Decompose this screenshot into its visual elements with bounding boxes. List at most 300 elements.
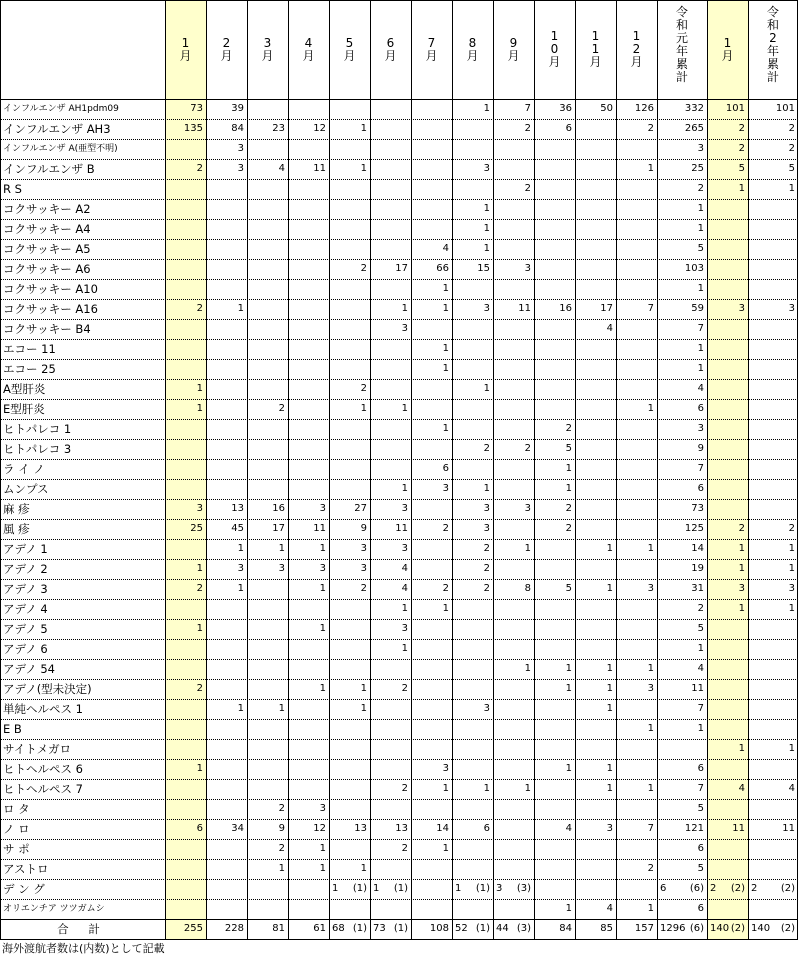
cell-value: 1 <box>647 783 654 794</box>
cell-overseas-count: (2) <box>730 883 745 894</box>
cell-value: 126 <box>634 103 654 114</box>
cell-value: 3 <box>442 483 449 494</box>
cell-value: 45 <box>231 523 244 534</box>
column-header <box>411 0 452 99</box>
cell-count: 2 <box>751 883 758 894</box>
cell-value: 1 <box>697 283 704 294</box>
cell-value: 11 <box>395 523 408 534</box>
cell-value: 3 <box>360 563 367 574</box>
cell-value: 85 <box>600 923 613 934</box>
column-header <box>370 0 411 99</box>
row-divider <box>0 339 798 340</box>
column-divider <box>288 0 289 939</box>
cell-value: 2 <box>524 183 531 194</box>
cell-value: 1 <box>442 303 449 314</box>
cell-value: 1 <box>401 603 408 614</box>
row-divider <box>0 739 798 740</box>
cell-value: 1 <box>606 703 613 714</box>
cell-value: 2 <box>565 503 572 514</box>
row-label: アデノ 4 <box>3 602 48 616</box>
cell-value: 15 <box>477 263 490 274</box>
row-divider <box>0 859 798 860</box>
cell-value <box>329 919 370 939</box>
row-label: コクサッキー A16 <box>3 302 98 316</box>
column-header <box>206 0 247 99</box>
cell-value: 2 <box>483 543 490 554</box>
cell-value: 13 <box>231 503 244 514</box>
row-label: 麻 疹 <box>3 502 30 516</box>
cell-value: 1 <box>788 603 795 614</box>
column-header-label: 令和元年累計 <box>675 5 688 84</box>
cell-value: 1 <box>647 723 654 734</box>
row-label: インフルエンザ AH1pdm09 <box>3 104 119 114</box>
cell-value: 4 <box>697 383 704 394</box>
row-label: アデノ 5 <box>3 622 48 636</box>
column-header-label: 令和2年累計 <box>766 5 779 84</box>
cell-value: 1 <box>524 543 531 554</box>
cell-value: 1 <box>319 843 326 854</box>
row-divider <box>0 579 798 580</box>
cell-value: 7 <box>697 463 704 474</box>
cell-value <box>707 919 748 939</box>
column-divider <box>657 0 658 939</box>
cell-value: 1 <box>606 683 613 694</box>
cell-value: 1 <box>196 403 203 414</box>
row-divider <box>0 639 798 640</box>
column-header-label: 2月 <box>220 35 233 63</box>
cell-value: 34 <box>231 823 244 834</box>
column-header-label: 10月 <box>548 29 561 69</box>
row-label: アデノ 54 <box>3 662 55 676</box>
cell-value: 2 <box>565 523 572 534</box>
cell-overseas-count: (6) <box>689 923 704 934</box>
row-label: エコー 25 <box>3 362 56 376</box>
cell-overseas-count: (1) <box>475 883 490 894</box>
cell-value: 1 <box>483 383 490 394</box>
cell-value: 1 <box>647 163 654 174</box>
cell-value: 3 <box>237 563 244 574</box>
cell-value: 6 <box>442 463 449 474</box>
row-divider <box>0 699 798 700</box>
cell-value <box>748 919 798 939</box>
cell-value: 2 <box>697 603 704 614</box>
cell-value: 1 <box>237 303 244 314</box>
row-label: ヒトパレコ 1 <box>3 422 72 436</box>
cell-value: 17 <box>395 263 408 274</box>
cell-value: 1 <box>738 743 745 754</box>
row-divider <box>0 879 798 880</box>
cell-value: 5 <box>565 583 572 594</box>
cell-value: 4 <box>788 783 795 794</box>
column-header-label: 7月 <box>425 35 438 63</box>
cell-value: 1 <box>565 763 572 774</box>
cell-value: 1 <box>442 423 449 434</box>
cell-value: 1 <box>647 403 654 414</box>
cell-value <box>329 879 370 899</box>
row-label: ラ イ ノ <box>3 462 45 476</box>
cell-value: 36 <box>559 103 572 114</box>
cell-value: 6 <box>697 843 704 854</box>
row-label: 風 疹 <box>3 522 30 536</box>
cell-value: 73 <box>691 503 704 514</box>
cell-value: 2 <box>647 863 654 874</box>
row-divider <box>0 419 798 420</box>
cell-count: 52 <box>455 923 468 934</box>
cell-value: 1 <box>647 543 654 554</box>
column-divider <box>452 0 453 939</box>
column-header <box>493 0 534 99</box>
cell-value: 3 <box>483 703 490 714</box>
cell-value: 1 <box>360 163 367 174</box>
cell-value: 9 <box>360 523 367 534</box>
cell-overseas-count: (2) <box>780 923 795 934</box>
row-divider <box>0 119 798 120</box>
column-header-label: 4月 <box>302 35 315 63</box>
column-divider <box>493 0 494 939</box>
cell-value: 1 <box>278 703 285 714</box>
cell-value: 2 <box>360 263 367 274</box>
column-header <box>575 0 616 99</box>
column-header <box>616 0 657 99</box>
cell-value: 1 <box>483 203 490 214</box>
row-divider <box>0 99 798 100</box>
row-divider <box>0 499 798 500</box>
cell-value: 59 <box>691 303 704 314</box>
cell-value: 6 <box>697 763 704 774</box>
cell-value: 31 <box>691 583 704 594</box>
row-divider <box>0 719 798 720</box>
column-header <box>329 0 370 99</box>
cell-value: 2 <box>401 783 408 794</box>
cell-value <box>493 879 534 899</box>
row-label: アデノ(型未決定) <box>3 682 92 696</box>
cell-value: 3 <box>401 503 408 514</box>
cell-value: 2 <box>738 523 745 534</box>
cell-overseas-count: (2) <box>780 883 795 894</box>
cell-value: 7 <box>697 323 704 334</box>
row-label: コクサッキー A5 <box>3 242 91 256</box>
row-divider <box>0 219 798 220</box>
cell-value: 3 <box>360 543 367 554</box>
row-label: ヒトヘルペス 7 <box>3 782 83 796</box>
cell-value: 16 <box>559 303 572 314</box>
cell-value: 1 <box>442 283 449 294</box>
cell-value: 3 <box>483 303 490 314</box>
cell-value: 1 <box>483 243 490 254</box>
cell-value: 1 <box>697 203 704 214</box>
cell-value: 2 <box>697 183 704 194</box>
cell-value: 1 <box>319 863 326 874</box>
cell-value: 1 <box>442 343 449 354</box>
cell-count: 140 <box>751 923 771 934</box>
cell-value: 1 <box>524 783 531 794</box>
cell-value: 121 <box>684 823 704 834</box>
cell-value: 1 <box>647 663 654 674</box>
row-label: ヒトパレコ 3 <box>3 442 72 456</box>
column-divider <box>165 0 166 939</box>
cell-value: 1 <box>606 583 613 594</box>
cell-value: 1 <box>360 123 367 134</box>
cell-value: 1 <box>697 363 704 374</box>
cell-value: 4 <box>606 903 613 914</box>
row-divider <box>0 459 798 460</box>
cell-value: 1 <box>401 303 408 314</box>
cell-value: 2 <box>278 403 285 414</box>
column-header-label: 8月 <box>466 35 479 63</box>
row-divider <box>0 919 798 920</box>
cell-value: 84 <box>559 923 572 934</box>
cell-value: 157 <box>634 923 654 934</box>
row-label: サ ポ <box>3 842 30 856</box>
cell-value: 7 <box>647 823 654 834</box>
cell-value: 3 <box>401 543 408 554</box>
column-divider <box>247 0 248 939</box>
cell-value: 7 <box>697 783 704 794</box>
cell-value: 1 <box>360 703 367 714</box>
row-label: アデノ 2 <box>3 562 48 576</box>
cell-value: 5 <box>697 243 704 254</box>
cell-value: 3 <box>319 563 326 574</box>
cell-overseas-count: (3) <box>516 883 531 894</box>
cell-value: 1 <box>442 843 449 854</box>
cell-value: 2 <box>788 123 795 134</box>
cell-count: 2 <box>710 883 717 894</box>
cell-value: 19 <box>691 563 704 574</box>
column-divider <box>707 0 708 939</box>
row-label: エコー 11 <box>3 342 56 356</box>
cell-value: 17 <box>600 303 613 314</box>
cell-value: 1 <box>565 683 572 694</box>
cell-value: 6 <box>697 903 704 914</box>
cell-value: 1 <box>565 903 572 914</box>
cell-value: 3 <box>788 303 795 314</box>
header-blank <box>0 0 165 99</box>
cell-value: 23 <box>272 123 285 134</box>
row-label: コクサッキー A4 <box>3 222 91 236</box>
cell-count: 6 <box>660 883 667 894</box>
column-header <box>165 0 206 99</box>
cell-value: 1 <box>360 683 367 694</box>
column-divider <box>370 0 371 939</box>
cell-value: 1 <box>237 703 244 714</box>
cell-value <box>370 919 411 939</box>
cell-value: 25 <box>190 523 203 534</box>
cell-value: 73 <box>190 103 203 114</box>
cell-value: 4 <box>697 663 704 674</box>
cell-value: 8 <box>524 583 531 594</box>
cell-value <box>452 879 493 899</box>
cell-value: 9 <box>697 443 704 454</box>
row-divider <box>0 259 798 260</box>
row-divider <box>0 379 798 380</box>
row-label: コクサッキー A10 <box>3 282 98 296</box>
row-label: インフルエンザ B <box>3 162 95 176</box>
cell-value: 2 <box>483 443 490 454</box>
row-label: 単純ヘルペス 1 <box>3 702 83 716</box>
cell-value: 1 <box>319 683 326 694</box>
row-label: デ ン グ <box>3 882 45 896</box>
row-divider <box>0 359 798 360</box>
cell-value: 2 <box>401 683 408 694</box>
total-label: 合 計 <box>57 922 108 936</box>
cell-value: 11 <box>313 163 326 174</box>
cell-count: 73 <box>373 923 386 934</box>
cell-count: 68 <box>332 923 345 934</box>
cell-value: 1 <box>788 543 795 554</box>
cell-value: 1 <box>738 543 745 554</box>
cell-value: 1 <box>483 223 490 234</box>
cell-value: 3 <box>738 583 745 594</box>
row-divider <box>0 279 798 280</box>
cell-value: 50 <box>600 103 613 114</box>
cell-count: 140 <box>710 923 730 934</box>
cell-value: 1 <box>196 763 203 774</box>
column-header-label: 3月 <box>261 35 274 63</box>
cell-value: 1 <box>606 763 613 774</box>
row-label: アデノ 3 <box>3 582 48 596</box>
column-divider <box>329 0 330 939</box>
cell-value: 11 <box>732 823 745 834</box>
footnote: 海外渡航者数は(内数)として記載 <box>2 942 165 955</box>
row-label: A型肝炎 <box>3 382 46 396</box>
row-divider <box>0 559 798 560</box>
cell-value: 1 <box>442 363 449 374</box>
column-divider <box>534 0 535 939</box>
cell-value <box>657 919 707 939</box>
row-divider <box>0 0 798 1</box>
cell-value: 1 <box>697 223 704 234</box>
cell-value: 135 <box>183 123 203 134</box>
cell-value: 3 <box>483 523 490 534</box>
cell-value: 4 <box>738 783 745 794</box>
cell-count: 3 <box>496 883 503 894</box>
column-divider <box>0 0 1 939</box>
cell-value: 16 <box>272 503 285 514</box>
cell-value: 4 <box>606 323 613 334</box>
cell-overseas-count: (6) <box>689 883 704 894</box>
cell-value: 1 <box>319 583 326 594</box>
cell-value: 25 <box>691 163 704 174</box>
column-header-label: 12月 <box>630 29 643 69</box>
cell-value: 5 <box>788 163 795 174</box>
cell-value: 1 <box>697 343 704 354</box>
cell-value: 13 <box>395 823 408 834</box>
cell-value <box>370 879 411 899</box>
column-header-label: 1月 <box>721 35 734 63</box>
column-header <box>452 0 493 99</box>
cell-value: 14 <box>691 543 704 554</box>
row-divider <box>0 399 798 400</box>
column-header-label: 11月 <box>589 29 602 69</box>
cell-value: 14 <box>436 823 449 834</box>
cell-value: 2 <box>278 803 285 814</box>
cell-value: 5 <box>697 803 704 814</box>
row-label: E型肝炎 <box>3 402 45 416</box>
cell-value: 2 <box>360 383 367 394</box>
row-divider <box>0 779 798 780</box>
cell-value: 3 <box>483 503 490 514</box>
cell-value: 228 <box>224 923 244 934</box>
cell-value: 1 <box>738 603 745 614</box>
cell-value: 1 <box>319 623 326 634</box>
cell-value: 103 <box>684 263 704 274</box>
column-header-label: 9月 <box>507 35 520 63</box>
cell-value <box>657 879 707 899</box>
row-divider <box>0 819 798 820</box>
row-label: コクサッキー B4 <box>3 322 91 336</box>
cell-value: 2 <box>788 523 795 534</box>
cell-value: 6 <box>697 403 704 414</box>
cell-value: 2 <box>788 143 795 154</box>
column-header <box>707 0 748 99</box>
cell-value <box>707 879 748 899</box>
cell-value: 3 <box>738 303 745 314</box>
cell-value: 11 <box>691 683 704 694</box>
cell-value: 12 <box>313 123 326 134</box>
cell-value: 1 <box>483 783 490 794</box>
column-header <box>247 0 288 99</box>
cell-value: 13 <box>354 823 367 834</box>
cell-value: 2 <box>647 123 654 134</box>
cell-value: 265 <box>684 123 704 134</box>
cell-value: 3 <box>237 163 244 174</box>
cell-value: 1 <box>606 663 613 674</box>
cell-value: 1 <box>565 663 572 674</box>
cell-value: 7 <box>697 703 704 714</box>
cell-value: 1 <box>401 483 408 494</box>
cell-value: 4 <box>565 823 572 834</box>
cell-value: 2 <box>738 143 745 154</box>
cell-value: 27 <box>354 503 367 514</box>
cell-value: 1 <box>788 183 795 194</box>
cell-value: 6 <box>697 483 704 494</box>
cell-value: 84 <box>231 123 244 134</box>
cell-value: 7 <box>524 103 531 114</box>
cell-value: 2 <box>565 423 572 434</box>
column-divider <box>206 0 207 939</box>
cell-value: 2 <box>196 303 203 314</box>
cell-overseas-count: (1) <box>475 923 490 934</box>
column-divider <box>748 0 749 939</box>
cell-count: 1 <box>373 883 380 894</box>
cell-value: 4 <box>278 163 285 174</box>
row-divider <box>0 519 798 520</box>
cell-value: 1 <box>697 643 704 654</box>
cell-value: 101 <box>725 103 745 114</box>
cell-value: 125 <box>684 523 704 534</box>
cell-value: 1 <box>738 563 745 574</box>
cell-value: 2 <box>442 523 449 534</box>
cell-value: 5 <box>697 623 704 634</box>
cell-value: 3 <box>524 503 531 514</box>
cell-value: 1 <box>738 183 745 194</box>
cell-value: 1 <box>237 583 244 594</box>
cell-value: 2 <box>196 163 203 174</box>
cell-value: 4 <box>442 243 449 254</box>
cell-value: 1 <box>442 783 449 794</box>
cell-value: 11 <box>313 523 326 534</box>
row-label: E B <box>3 722 22 736</box>
cell-value: 1 <box>565 483 572 494</box>
cell-value: 1 <box>606 783 613 794</box>
cell-value: 3 <box>697 143 704 154</box>
cell-value: 4 <box>401 583 408 594</box>
cell-overseas-count: (2) <box>730 923 745 934</box>
cell-value: 3 <box>237 143 244 154</box>
cell-value: 3 <box>319 803 326 814</box>
row-label: ムンプス <box>3 482 49 496</box>
cell-value: 1 <box>237 543 244 554</box>
